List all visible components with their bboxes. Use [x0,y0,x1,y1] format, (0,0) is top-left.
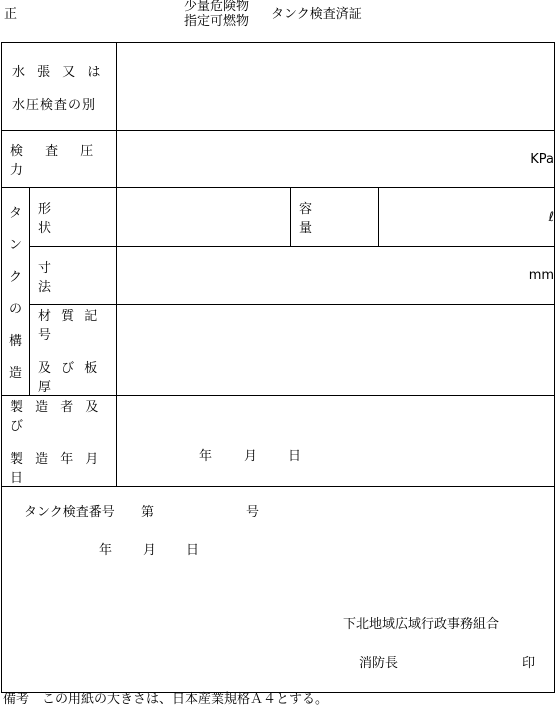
document-title: タンク検査済証 [271,7,362,22]
structure-char-1: タ [8,205,22,221]
issuer-title: 消防長 [359,656,399,671]
pressure-row [2,131,555,188]
issuer-organization: 下北地域広域行政事務組合 [343,617,500,632]
inspection-number-suffix: 号 [246,505,260,520]
pressure-unit: KPa [530,151,555,167]
dimensions-label: 寸 法 [38,260,92,295]
dimensions-value[interactable] [117,247,555,305]
issue-year-label: 年 [99,543,113,558]
material-label-line1: 材 質 記 号 [38,309,101,343]
issue-day-label: 日 [186,543,200,558]
shape-label: 形 状 [38,202,92,236]
permit-type-stack [184,0,249,30]
material-value[interactable] [117,305,555,396]
dimensions-row [2,247,555,305]
material-label-line2: 及 び 板 厚 [38,361,101,395]
test-kind-label-cell [2,43,117,131]
structure-char-2: ン [8,237,22,253]
shape-label-cell [30,188,117,247]
certificate-issue-cell [2,487,555,693]
structure-char-3: ク [8,269,22,285]
permit-type-line1: 少量危険物 [184,0,250,14]
manufacture-day-label: 日 [288,449,302,464]
pressure-value[interactable] [117,131,555,188]
structure-char-6: 造 [8,366,22,382]
pressure-label: 検 査 圧 力 [10,144,103,178]
capacity-unit: ℓ [548,209,555,225]
manufacturer-label-line1: 製 造 者 及 び [10,400,103,434]
manufacture-year-label: 年 [199,449,213,464]
dimensions-label-cell [30,247,117,305]
shape-row [2,188,555,247]
test-kind-row [2,43,555,131]
material-label-cell [30,305,117,396]
certificate-issue-row [2,487,555,693]
capacity-label-cell [291,188,379,247]
test-kind-label-line2: 水圧検査の別 [12,97,97,113]
footer-note: 備考 この用紙の大きさは、日本産業規格Ａ４とする。 [3,692,329,707]
dimensions-unit: mm [528,268,555,283]
official-seal-mark: 印 [522,656,536,671]
manufacturer-value[interactable] [117,396,555,487]
manufacturer-label-line2: 製 造 年 月 日 [10,452,103,486]
permit-type-line2: 指定可燃物 [184,13,250,29]
manufacturer-label-cell [2,396,117,487]
corner-mark: 正 [4,7,18,22]
test-kind-label-line1: 水 張 又 は [12,64,105,80]
structure-char-5: 構 [8,334,22,350]
structure-char-4: の [8,302,22,318]
certificate-form [1,42,555,693]
pressure-label-cell [2,131,117,188]
shape-value[interactable] [117,188,291,247]
capacity-label: 容 量 [299,202,353,236]
material-row [2,305,555,396]
issue-month-label: 月 [143,543,157,558]
inspection-number-label: タンク検査番号 [24,505,115,520]
manufacturer-row [2,396,555,487]
tank-structure-group-label [2,188,30,396]
test-kind-value[interactable] [117,43,555,131]
manufacture-month-label: 月 [244,449,258,464]
capacity-value[interactable] [379,188,555,247]
inspection-number-prefix: 第 [141,505,155,520]
